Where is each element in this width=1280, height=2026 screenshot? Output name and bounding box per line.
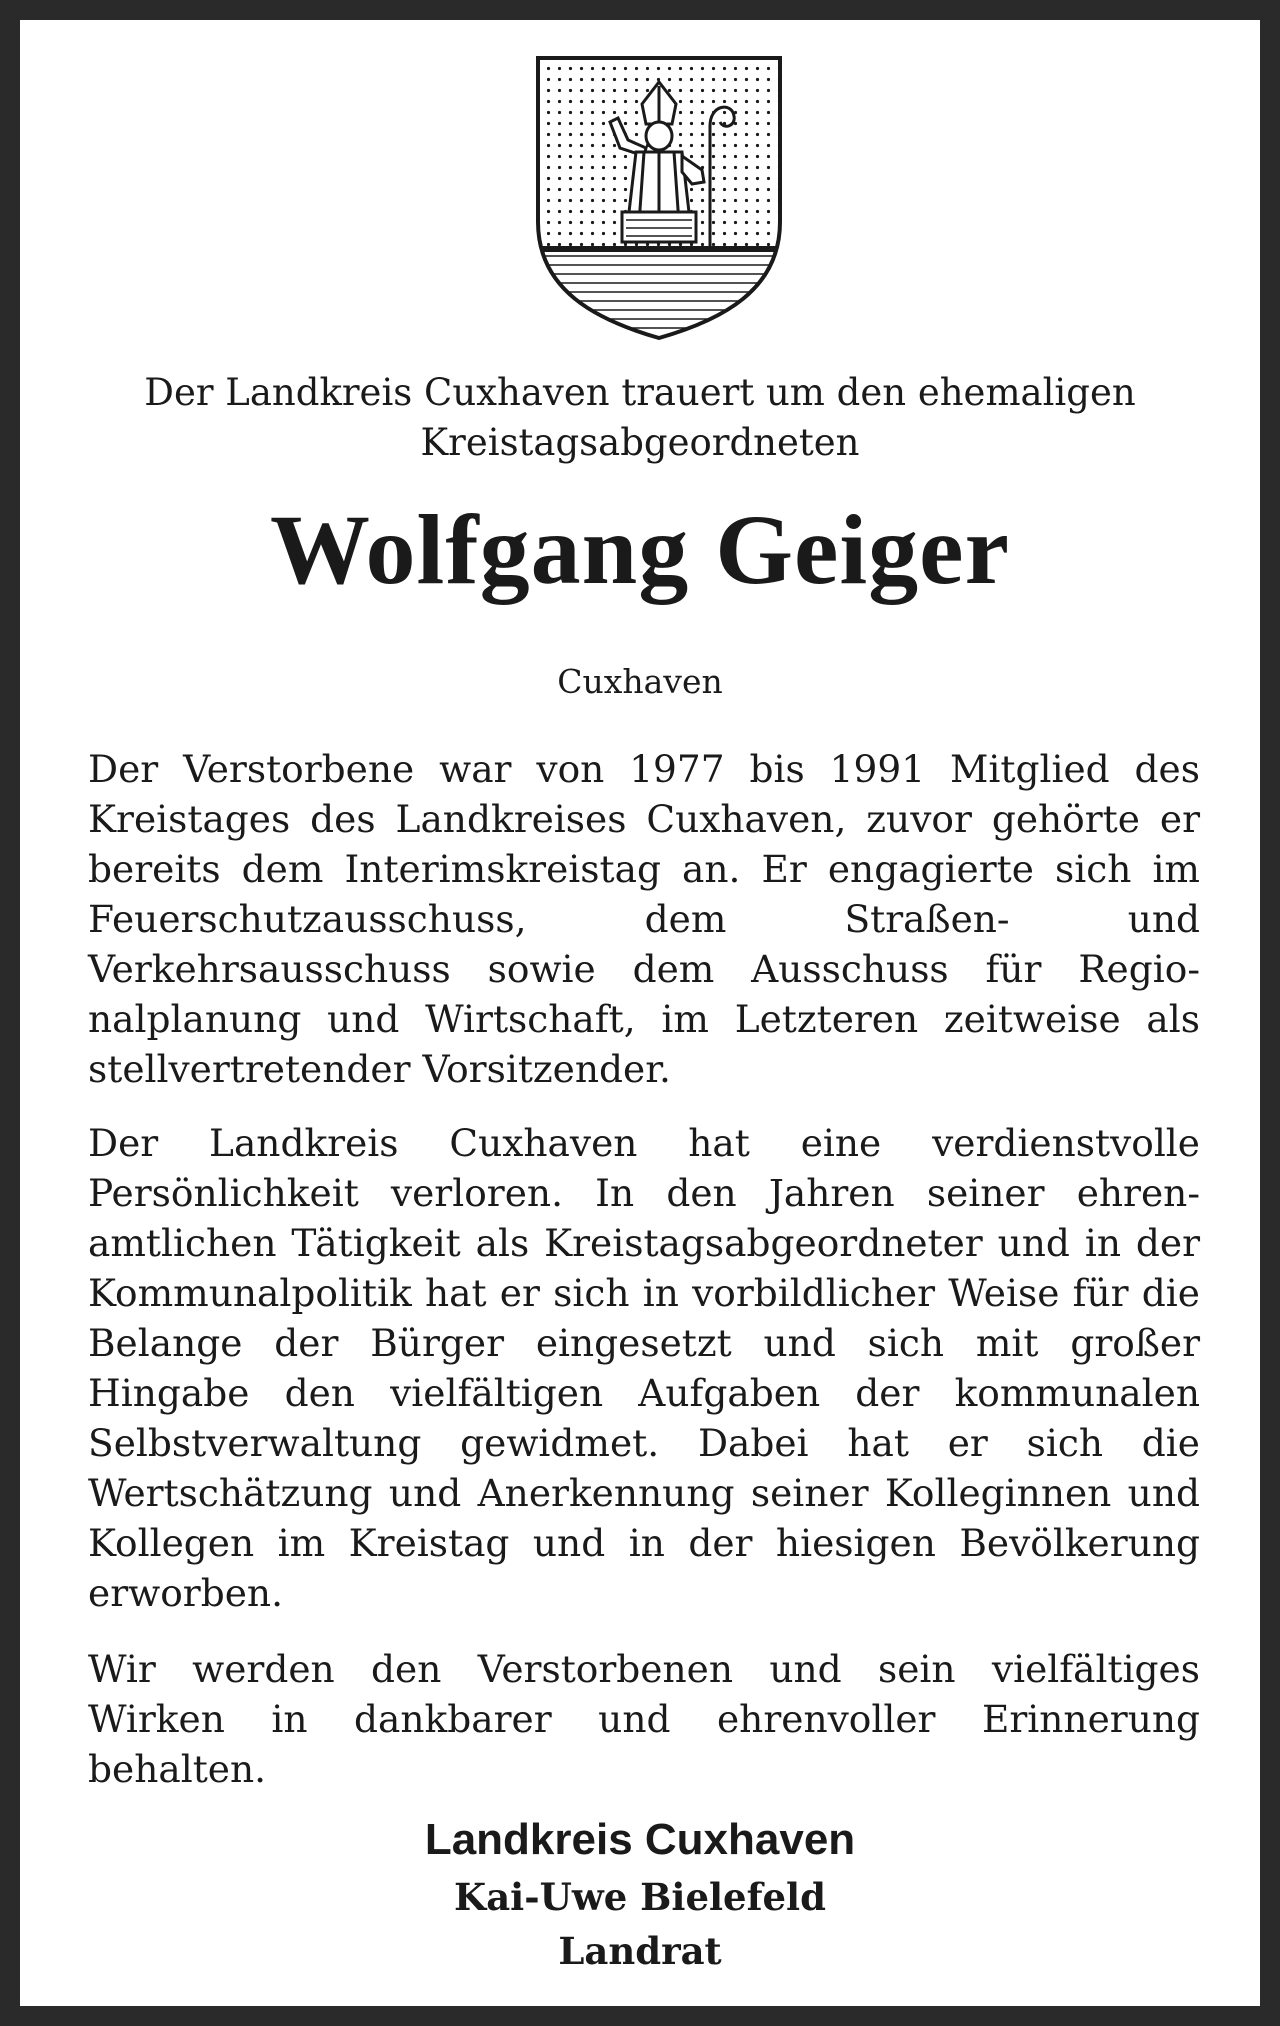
intro-line-1: Der Landkreis Cuxhaven trauert um den ehemaligen: [144, 371, 1136, 414]
intro-text: [80, 368, 1200, 468]
deceased-name: Wolfgang Geiger: [270, 494, 1010, 605]
signer-name: Kai-Uwe Bielefeld: [454, 1875, 826, 1919]
organization-name: Landkreis Cuxhaven: [424, 1815, 856, 1864]
deceased-place: Cuxhaven: [557, 662, 723, 701]
coat-of-arms-icon: [532, 52, 786, 342]
paragraph-tribute: Der Landkreis Cuxhaven hat eine verdienstvolle Persönlichkeit verloren. In den Jahren seiner ehrenamtlichen Tätigkeit als Kreistagsabgeordneter und in der Kommunalpolitik hat er sich in vorbildlicher Weise für die Belange der Bürger eingesetzt und sich mit großer Hingabe den vielfältigen Aufgaben der kommunalen Selbstverwaltung gewidmet. Dabei hat er sich die Wertschätzung und Anerkennung seiner Kolleginnen und Kollegen im Kreistag und in der hiesigen Bevölkerung erworben.: [88, 1121, 1200, 1615]
obituary-notice: [20, 20, 1260, 2006]
paragraph-remembrance: Wir werden den Verstorbenen und sein vielfältiges Wirken in dankbarer und ehrenvoller Erinnerung behalten.: [88, 1647, 1200, 1791]
paragraph-career: Der Verstorbene war von 1977 bis 1991 Mitglied des Kreistages des Landkreises Cuxhaven, zuvor gehörte er bereits dem Interimskreistag an. Er engagierte sich im Feuerschutzausschuss, dem Straßen- und Verkehrsausschuss sowie dem Ausschuss für Regionalplanung und Wirtschaft, im Letzteren zeitweise als stellvertretender Vorsitzender.: [88, 747, 1200, 1091]
intro-line-2: Kreistagsabgeordneten: [420, 421, 860, 464]
signer-title: Landrat: [558, 1929, 722, 1973]
